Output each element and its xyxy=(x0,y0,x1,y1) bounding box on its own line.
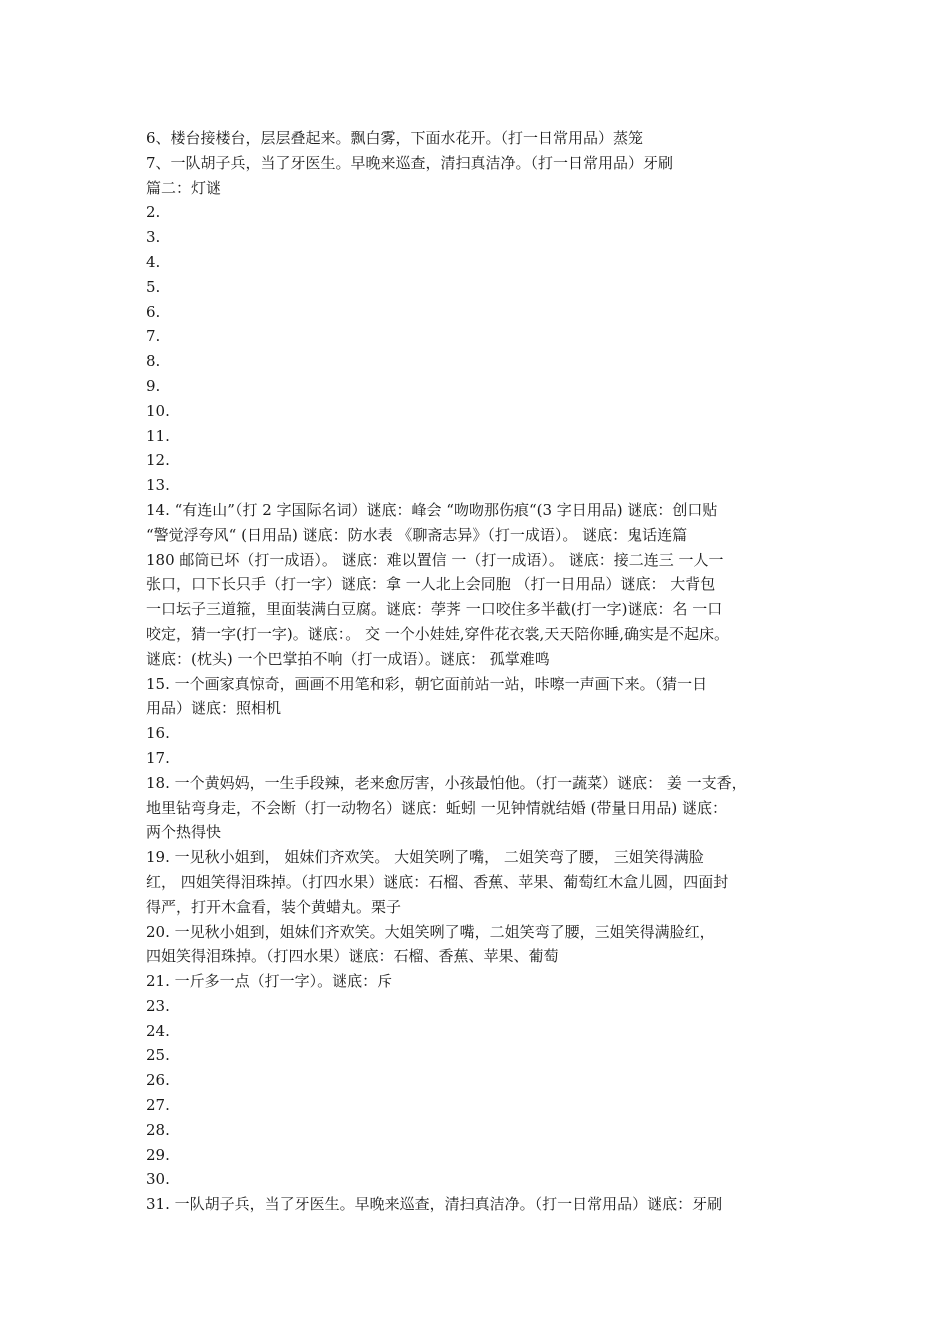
document-body xyxy=(146,126,818,1217)
text-line: 21. 一斤多一点（打一字）。谜底：斥 xyxy=(146,972,393,991)
section-heading: 篇二：灯谜 xyxy=(146,178,222,197)
text-line: 2. xyxy=(146,203,161,222)
text-line: 29. xyxy=(146,1145,170,1164)
text-line: 7. xyxy=(146,327,161,346)
text-line: 28. xyxy=(146,1120,170,1139)
text-line: 12. xyxy=(146,451,170,470)
text-line: 8. xyxy=(146,352,161,371)
text-line: 两个热得快 xyxy=(146,823,222,842)
text-line: 20. 一见秋小姐到，姐妹们齐欢笑。大姐笑咧了嘴，二姐笑弯了腰，三姐笑得满脸红， xyxy=(146,922,715,941)
text-line: 5. xyxy=(146,277,161,296)
text-line: 18. 一个黄妈妈，一生手段辣，老来愈厉害，小孩最怕他。（打一蔬菜）谜底： 姜 一支香， xyxy=(146,773,747,792)
text-line: 180 邮筒已坏（打一成语）。 谜底：难以置信 一（打一成语）。 谜底：接二连三 一人一 xyxy=(146,550,724,569)
text-line: 7、一队胡子兵，当了牙医生。早晚来巡查，清扫真洁净。（打一日常用品）牙刷 xyxy=(146,153,674,172)
text-line: 谜底：(枕头) 一个巴掌拍不响（打一成语）。谜底： 孤掌难鸣 xyxy=(146,649,550,668)
text-line: 红， 四姐笑得泪珠掉。（打四水果）谜底：石榴、香蕉、苹果、葡萄红木盒儿圆，四面封 xyxy=(146,872,729,891)
text-line: 11. xyxy=(146,426,170,445)
text-line: 16. xyxy=(146,724,170,743)
text-line: 24. xyxy=(146,1021,170,1040)
text-line: 得严，打开木盒看，装个黄蜡丸。栗子 xyxy=(146,897,402,916)
text-line: 23. xyxy=(146,996,170,1015)
text-line: 26. xyxy=(146,1071,170,1090)
text-line: 四姐笑得泪珠掉。（打四水果）谜底：石榴、香蕉、苹果、葡萄 xyxy=(146,947,559,966)
text-line: 30. xyxy=(146,1170,170,1189)
text-line: 张口，口下长只手（打一字）谜底：拿 一人北上会同胞 （打一日用品）谜底： 大背包 xyxy=(146,575,716,594)
text-line: 4. xyxy=(146,252,161,271)
text-line: 地里钻弯身走，不会断（打一动物名）谜底：蚯蚓 一见钟情就结婚 (带量日用品) 谜底： xyxy=(146,798,728,817)
text-line: 用品）谜底：照相机 xyxy=(146,699,282,718)
text-line: 17. xyxy=(146,748,170,767)
text-line: 9. xyxy=(146,376,161,395)
text-line: 6. xyxy=(146,302,161,321)
text-line: 31. 一队胡子兵，当了牙医生。早晚来巡查，清扫真洁净。（打一日常用品）谜底：牙刷 xyxy=(146,1195,723,1214)
text-line: 27. xyxy=(146,1096,170,1115)
text-line: 14. “有连山”（打 2 字国际名词）谜底：峰会 “吻吻那伤痕“(3 字日用品) 谜底：创口贴 xyxy=(146,500,718,519)
text-line: “警觉浮夸风“ (日用品) 谜底：防水表 《聊斋志异》（打一成语）。 谜底：鬼话连篇 xyxy=(146,525,688,544)
text-line: 19. 一见秋小姐到， 姐妹们齐欢笑。 大姐笑咧了嘴， 二姐笑弯了腰， 三姐笑得满脸 xyxy=(146,848,704,867)
text-line: 15. 一个画家真惊奇，画画不用笔和彩，朝它面前站一站，咔嚓一声画下来。（猜一日 xyxy=(146,674,708,693)
text-line: 3. xyxy=(146,228,161,247)
text-line: 25. xyxy=(146,1046,170,1065)
text-line: 一口坛子三道箍，里面装满白豆腐。谜底：荸荠 一口咬住多半截(打一字)谜底：名 一口 xyxy=(146,600,723,619)
text-line: 咬定，猜一字(打一字)。谜底：。 交 一个小娃娃,穿件花衣裳,天天陪你睡,确实是不起床。 xyxy=(146,624,730,643)
text-line: 10. xyxy=(146,401,170,420)
text-line: 13. xyxy=(146,476,170,495)
text-line: 6、楼台接楼台，层层叠起来。飘白雾，下面水花开。（打一日常用品）蒸笼 xyxy=(146,129,644,147)
